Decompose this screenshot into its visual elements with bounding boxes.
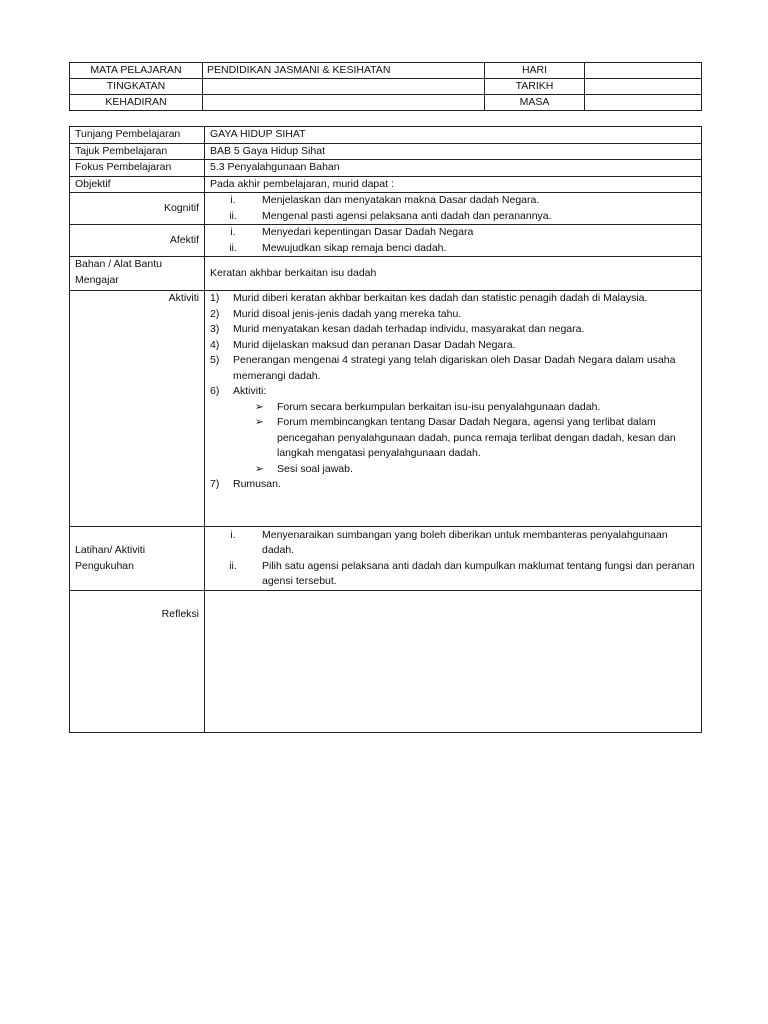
list-item [210, 307, 696, 323]
afektif-list [210, 225, 696, 256]
latihan-cell [205, 527, 702, 591]
fokus-label: Fokus Pembelajaran [70, 160, 205, 177]
tajuk-label: Tajuk Pembelajaran [70, 143, 205, 160]
item-text: Murid disoal jenis-jenis dadah yang mereka tahu. [233, 307, 462, 320]
tingkatan-value [203, 79, 485, 95]
aktiviti-list-end [210, 477, 696, 493]
aktiviti-label: Aktiviti [70, 291, 205, 527]
item-number: i. [230, 528, 236, 541]
list-item [210, 559, 696, 590]
tunjang-label: Tunjang Pembelajaran [70, 127, 205, 144]
list-item [210, 384, 696, 400]
objektif-label: Objektif [70, 176, 205, 193]
item-text: Forum secara berkumpulan berkaitan isu-isu penyalahgunaan dadah. [277, 400, 601, 413]
item-text: Sesi soal jawab. [277, 462, 353, 475]
item-text: Murid menyatakan kesan dadah terhadap individu, masyarakat dan negara. [233, 323, 585, 335]
list-item [210, 322, 696, 338]
hari-value [585, 63, 702, 79]
list-item [210, 477, 696, 493]
item-number: ii. [229, 559, 237, 572]
kehadiran-value [203, 95, 485, 111]
item-text: Pilih satu agensi pelaksana anti dadah dan kumpulkan maklumat tentang fungsi dan peranan agensi tersebut. [262, 559, 695, 587]
tarikh-label: TARIKH [485, 79, 585, 95]
fokus-value: 5.3 Penyalahgunaan Bahan [205, 160, 702, 177]
lesson-plan-table [69, 126, 702, 733]
kognitif-label: Kognitif [70, 193, 205, 225]
tingkatan-label: TINGKATAN [70, 79, 203, 95]
item-text: Menyenaraikan sumbangan yang boleh diberikan untuk membanteras penyalahgunaan dadah. [262, 528, 668, 556]
latihan-list [210, 528, 696, 590]
aktiviti-list [210, 291, 696, 400]
arrow-bullet-icon: ➢ [255, 416, 264, 428]
kehadiran-label: KEHADIRAN [70, 95, 203, 111]
mata-pelajaran-label: MATA PELAJARAN [70, 63, 203, 79]
list-item [210, 291, 696, 307]
tajuk-value: BAB 5 Gaya Hidup Sihat [205, 143, 702, 160]
item-number: 1) [210, 292, 220, 304]
afektif-label: Afektif [70, 225, 205, 257]
bahan-value: Keratan akhbar berkaitan isu dadah [205, 257, 702, 291]
list-item [210, 338, 696, 354]
objektif-value: Pada akhir pembelajaran, murid dapat : [205, 176, 702, 193]
item-text: Rumusan. [233, 478, 281, 490]
list-item [210, 225, 696, 241]
tunjang-value: GAYA HIDUP SIHAT [205, 127, 702, 144]
item-number: ii. [229, 209, 237, 222]
item-number: 7) [210, 478, 220, 490]
item-text: Murid diberi keratan akhbar berkaitan kes dadah dan statistic penagih dadah di Malaysia. [233, 292, 648, 304]
item-number: 3) [210, 323, 220, 335]
masa-label: MASA [485, 95, 585, 111]
item-number: 6) [210, 385, 220, 397]
kognitif-cell [205, 193, 702, 225]
item-number: i. [230, 194, 236, 206]
item-text: Penerangan mengenai 4 strategi yang telah digariskan oleh Dasar Dadah Negara dalam usaha memerangi dadah. [233, 354, 676, 382]
afektif-cell [205, 225, 702, 257]
latihan-label: Latihan/ Aktiviti Pengukuhan [70, 527, 205, 591]
list-item [210, 353, 696, 384]
masa-value [585, 95, 702, 111]
list-item [210, 193, 696, 209]
item-number: 5) [210, 354, 220, 366]
list-item [210, 241, 696, 257]
item-number: 2) [210, 307, 220, 320]
item-text: Aktiviti: [233, 385, 267, 397]
item-text: Murid dijelaskan maksud dan peranan Dasar Dadah Negara. [233, 338, 516, 351]
item-number: 4) [210, 338, 220, 351]
hari-label: HARI [485, 63, 585, 79]
list-item [210, 528, 696, 559]
item-text: Forum membincangkan tentang Dasar Dadah Negara, agensi yang terlibat dalam pencegahan penyalahgunaan dadah, punca remaja terlibat dengan dadah, kesan dan langkah mengatasi penyalahgunaan dadah. [277, 416, 676, 459]
bahan-label: Bahan / Alat Bantu Mengajar [70, 257, 205, 291]
sublist-item [210, 462, 696, 478]
refleksi-value [205, 591, 702, 733]
kognitif-list [210, 193, 696, 224]
arrow-bullet-icon: ➢ [255, 462, 264, 475]
item-text: Menjelaskan dan menyatakan makna Dasar dadah Negara. [262, 194, 540, 206]
item-text: Mewujudkan sikap remaja benci dadah. [262, 241, 447, 254]
item-text: Menyedari kepentingan Dasar Dadah Negara [262, 226, 474, 238]
header-table [69, 62, 702, 111]
sublist-item [210, 400, 696, 416]
sublist-item [210, 415, 696, 462]
tarikh-value [585, 79, 702, 95]
aktiviti-cell [205, 291, 702, 527]
aktiviti-sublist [210, 400, 696, 478]
item-number: i. [230, 226, 236, 238]
item-text: Mengenal pasti agensi pelaksana anti dadah dan peranannya. [262, 209, 552, 222]
arrow-bullet-icon: ➢ [255, 400, 264, 413]
item-number: ii. [229, 241, 237, 254]
mata-pelajaran-value: PENDIDIKAN JASMANI & KESIHATAN [203, 63, 485, 79]
list-item [210, 209, 696, 225]
refleksi-label: Refleksi [70, 591, 205, 733]
